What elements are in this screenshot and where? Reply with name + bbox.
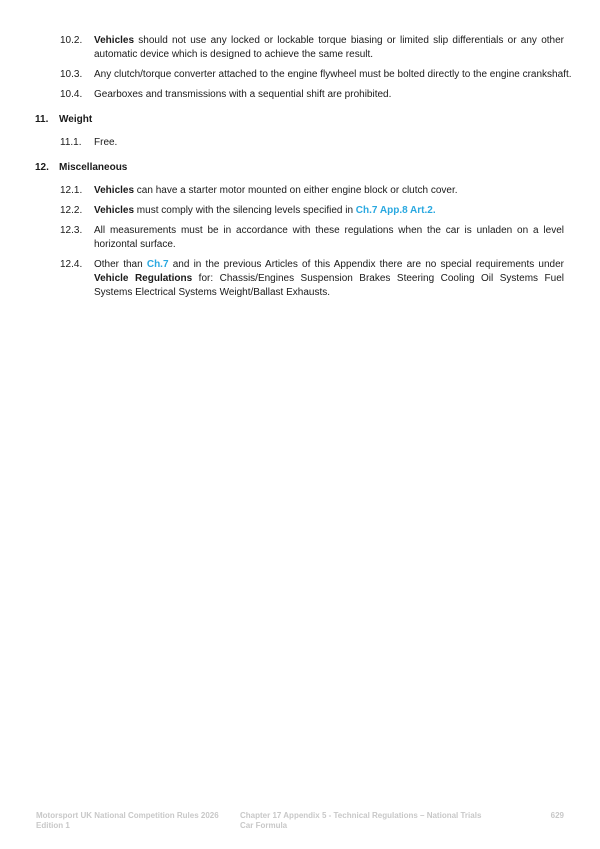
section-number: 11.	[35, 114, 49, 125]
defined-term: Vehicle Regulations	[94, 273, 193, 284]
cross-reference-link[interactable]: Ch.7 App.8 Art.2.	[355, 205, 436, 216]
footer-chapter-title: Chapter 17 Appendix 5 - Technical Regulations – National Trials	[240, 811, 482, 820]
clause-12-1	[60, 184, 564, 198]
footer-publication-title: Motorsport UK National Competition Rules 2026	[36, 811, 219, 820]
clause-text	[94, 224, 564, 252]
clause-11-1	[60, 136, 564, 150]
text-run: can have a starter motor mounted on either engine block or clutch cover.	[134, 185, 458, 196]
section-title: Weight	[59, 114, 93, 125]
section-number: 12.	[35, 162, 49, 173]
clause-text	[94, 204, 564, 218]
footer-chapter	[240, 811, 500, 831]
clause-number: 12.2.	[60, 205, 83, 216]
text-run: All measurements must be in accordance with these regulations when the car is unladen on a level horizontal surface.	[94, 225, 564, 250]
text-run: and in the previous Articles of this Appendix there are no special requirements under	[168, 259, 564, 270]
clause-10-2	[60, 34, 564, 62]
clause-number: 12.3.	[60, 225, 83, 236]
clause-number: 12.1.	[60, 185, 83, 196]
text-run: Other than	[94, 259, 147, 270]
clause-number: 10.4.	[60, 89, 83, 100]
text-run: Any clutch/torque converter attached to the engine flywheel must be bolted directly to the engine crankshaft.	[94, 69, 572, 80]
section-heading-weight	[35, 113, 92, 127]
text-run: Free.	[94, 137, 118, 148]
text-run: must comply with the silencing levels specified in	[134, 205, 356, 216]
cross-reference-link[interactable]: Ch.7	[146, 259, 169, 270]
clause-text	[94, 68, 572, 82]
clause-text	[94, 136, 564, 150]
section-heading-miscellaneous	[35, 161, 127, 175]
clause-12-3	[60, 224, 564, 252]
footer-edition: Edition 1	[36, 821, 70, 830]
clause-12-4	[60, 258, 564, 300]
clause-12-2	[60, 204, 564, 218]
clause-text	[94, 34, 564, 62]
clause-10-3	[60, 68, 572, 82]
clause-10-4	[60, 88, 564, 102]
text-run: should not use any locked or lockable torque biasing or limited slip differentials or any other automatic device which is designed to achieve the same result.	[94, 35, 564, 60]
defined-term: Vehicles	[94, 185, 135, 196]
clause-number: 12.4.	[60, 259, 83, 270]
clause-text	[94, 184, 564, 198]
defined-term: Vehicles	[94, 35, 135, 46]
clause-number: 10.3.	[60, 69, 83, 80]
text-run: for: Chassis/Engines Suspension Brakes Steering Cooling Oil Systems Fuel Systems Electrical Systems Weight/Ballast Exhausts.	[94, 273, 564, 298]
clause-text	[94, 88, 564, 102]
clause-text	[94, 258, 564, 300]
text-run: Gearboxes and transmissions with a sequential shift are prohibited.	[94, 89, 392, 100]
footer-publication	[36, 811, 236, 831]
clause-number: 11.1.	[60, 137, 82, 148]
footer-page-number: 629	[550, 811, 564, 820]
section-title: Miscellaneous	[59, 162, 128, 173]
defined-term: Vehicles	[94, 205, 135, 216]
clause-number: 10.2.	[60, 35, 83, 46]
footer-chapter-subtitle: Car Formula	[240, 821, 288, 830]
